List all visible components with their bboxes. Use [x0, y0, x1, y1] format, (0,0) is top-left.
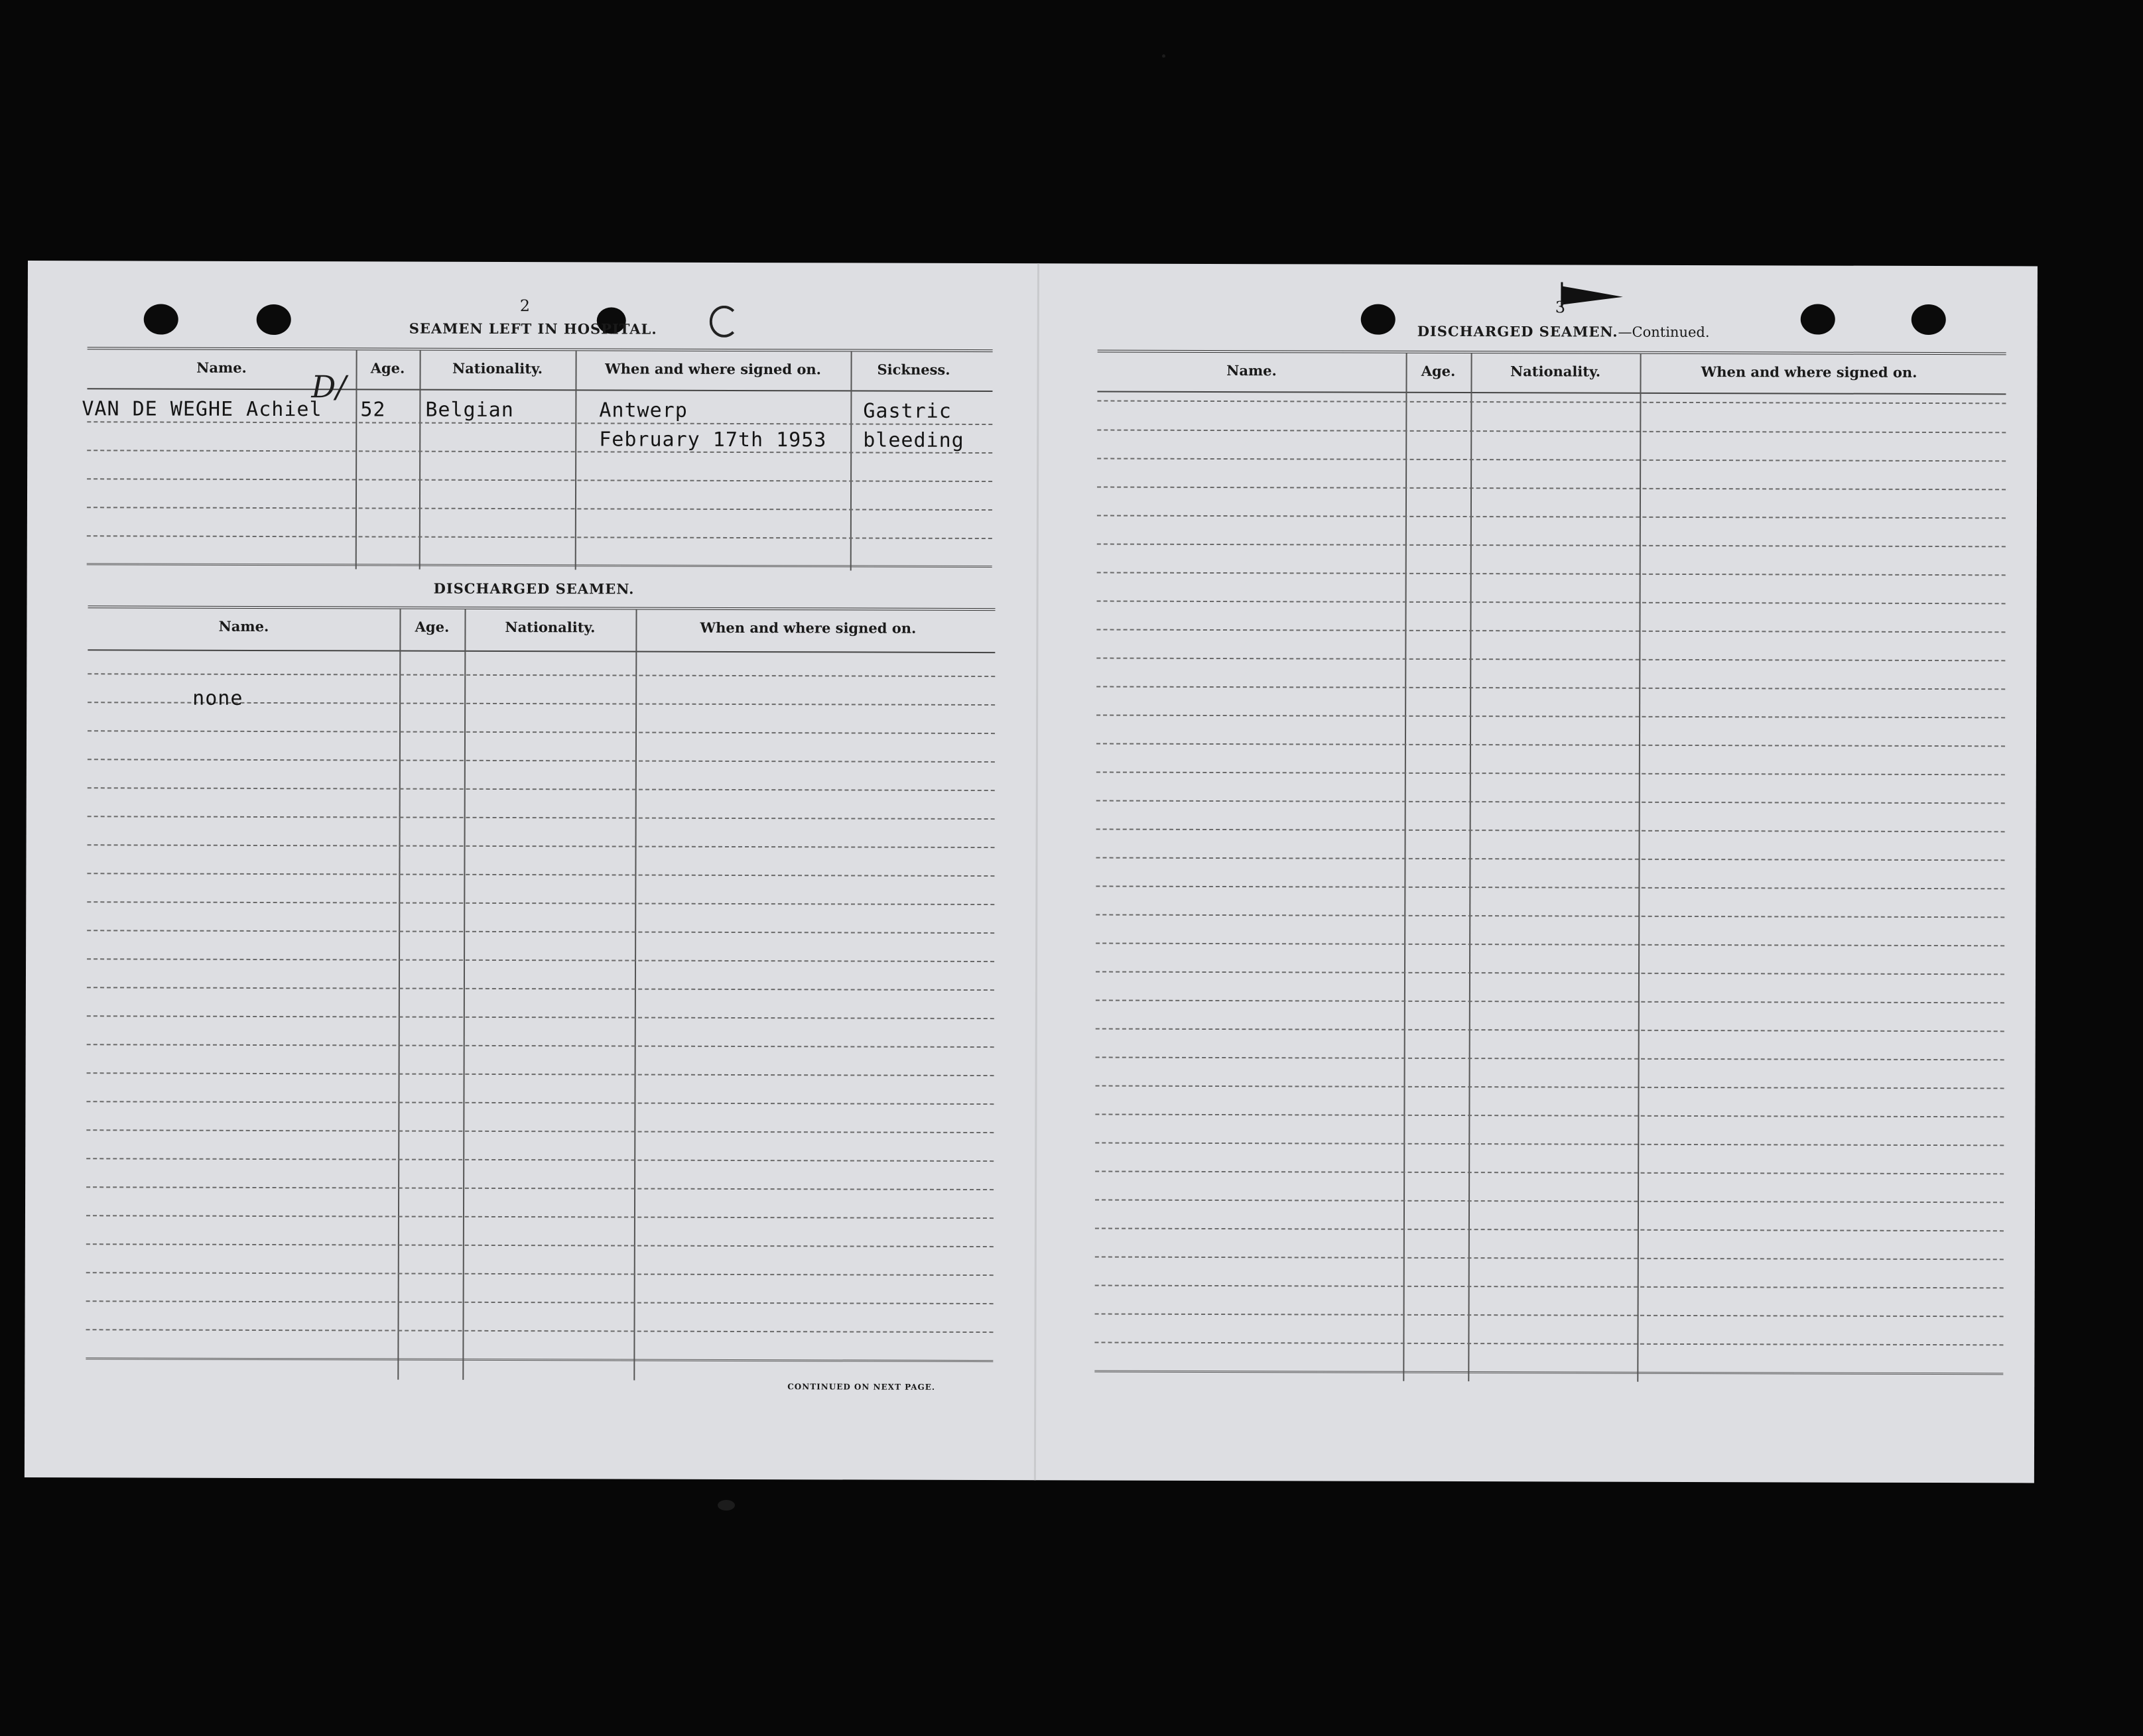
column-header-name: Name.: [196, 359, 247, 376]
entry-line: [87, 421, 992, 425]
column-divider: [633, 610, 637, 1381]
table-bottom-rule: [1094, 1370, 2003, 1375]
column-header-age: Age.: [415, 618, 450, 635]
handwritten-annotation: D/: [311, 369, 346, 405]
register-sheet: [25, 261, 2038, 1483]
entry-line: [1096, 829, 2005, 833]
entry-line: [86, 1158, 994, 1162]
entry-line: [1096, 715, 2005, 719]
entry-line: [87, 1015, 994, 1019]
entry-line: [88, 816, 995, 820]
entry-line: [1097, 487, 2006, 491]
entry-line: [1096, 629, 2005, 633]
sickness-line-2: bleeding: [863, 428, 964, 452]
entry-line: [1095, 1199, 2004, 1203]
signed-on-place: Antwerp: [599, 399, 688, 422]
entry-line: [86, 1129, 994, 1133]
entry-line: [1096, 686, 2005, 690]
entry-line: [1097, 401, 2006, 404]
column-header-age: Age.: [1421, 362, 1456, 380]
column-header-name: Name.: [1226, 362, 1277, 379]
entry-line: [1096, 800, 2005, 804]
continued-footer: CONTINUED ON NEXT PAGE.: [787, 1382, 936, 1392]
seaman-name: VAN DE WEGHE Achiel: [82, 397, 322, 422]
entry-line: [87, 873, 994, 877]
entry-line: [1095, 1170, 2004, 1174]
punch-hole: [257, 304, 291, 335]
entry-line: [86, 1300, 994, 1304]
entry-line: [1096, 1085, 2004, 1089]
table-bottom-rule: [86, 1357, 993, 1362]
entry-line: [87, 535, 992, 539]
column-divider: [1403, 353, 1407, 1381]
right-page: [1036, 263, 2038, 1483]
entry-line: [1096, 971, 2004, 975]
page-number: 2: [519, 296, 531, 316]
entry-line: [1096, 743, 2005, 747]
entry-line: [1096, 943, 2004, 947]
background-speck: [718, 1500, 735, 1511]
column-header-name: Name.: [218, 617, 269, 635]
entry-line: [87, 478, 992, 482]
entry-line: [88, 844, 995, 848]
entry-line: [1096, 886, 2004, 890]
discharged-table-right: [1094, 350, 2006, 1383]
entry-line: [88, 787, 995, 791]
column-header-signed-on: When and where signed on.: [1701, 363, 1917, 381]
entry-line: [88, 730, 995, 734]
entry-line: [86, 1215, 994, 1219]
entry-line: [1095, 1256, 2004, 1260]
entry-line: [88, 759, 995, 763]
entry-line: [86, 1101, 994, 1105]
table-bottom-rule: [87, 563, 992, 568]
entry-line: [1097, 601, 2006, 605]
entry-line: [87, 1072, 994, 1076]
c-stamp-mark: [710, 306, 739, 338]
entry-line: [87, 450, 992, 454]
signed-on-date: February 17th 1953: [599, 428, 827, 452]
entry-line: [86, 1329, 993, 1333]
section-title-text: DISCHARGED SEAMEN.: [1417, 322, 1618, 340]
column-header-age: Age.: [370, 359, 405, 377]
column-divider: [1468, 353, 1472, 1381]
entry-line: [87, 958, 994, 962]
discharged-section-title: DISCHARGED SEAMEN.: [433, 580, 635, 597]
entry-line: [87, 901, 994, 905]
entry-line: [86, 1186, 994, 1190]
entry-line: [1096, 857, 2004, 861]
entry-line: [1097, 430, 2006, 434]
discharged-continued-title: [1417, 323, 1710, 340]
entry-line: [1097, 544, 2006, 548]
column-divider: [397, 609, 401, 1380]
entry-line: [87, 1044, 994, 1048]
section-title-suffix: —Continued.: [1618, 324, 1710, 341]
entry-line: [87, 507, 992, 511]
entry-line: [1095, 1313, 2004, 1317]
punch-hole: [144, 304, 178, 334]
entry-line: [1095, 1227, 2004, 1231]
pennant-mark: [1557, 279, 1630, 312]
discharged-entry-text: none: [192, 686, 243, 710]
entry-line: [86, 1243, 994, 1247]
discharged-table-left: [86, 605, 995, 1381]
column-header-sickness: Sickness.: [877, 361, 950, 378]
entry-line: [1097, 572, 2006, 576]
column-header-nationality: Nationality.: [1510, 363, 1601, 380]
column-divider: [1637, 354, 1641, 1382]
discharged-table-header: [1097, 353, 2006, 395]
entry-line: [87, 987, 994, 991]
entry-line: [88, 673, 995, 677]
entry-line: [1096, 1000, 2004, 1004]
entry-line: [1096, 1056, 2004, 1060]
punch-hole: [1361, 304, 1396, 335]
column-header-nationality: Nationality.: [452, 359, 543, 377]
seaman-age: 52: [360, 398, 386, 422]
entry-line: [1096, 1028, 2004, 1032]
column-header-nationality: Nationality.: [505, 619, 596, 636]
entry-line: [1097, 458, 2006, 462]
entry-line: [1095, 1113, 2004, 1117]
entry-line: [1096, 772, 2005, 776]
page-number: 3: [1555, 298, 1566, 317]
entry-line: [1097, 515, 2006, 519]
seaman-nationality: Belgian: [425, 398, 514, 422]
entry-line: [87, 930, 994, 934]
column-header-signed-on: When and where signed on.: [605, 360, 821, 378]
punch-hole: [1801, 304, 1835, 334]
sickness-line-1: Gastric: [863, 399, 952, 423]
discharged-table-header: [88, 608, 995, 653]
hospital-table-header: [87, 349, 992, 392]
column-header-signed-on: When and where signed on.: [700, 619, 917, 637]
punch-hole: [1912, 304, 1946, 335]
entry-line: [1095, 1284, 2004, 1288]
hospital-section-title: SEAMEN LEFT IN HOSPITAL.: [409, 320, 657, 338]
entry-line: [1096, 658, 2005, 662]
column-divider: [462, 609, 466, 1380]
left-page: [25, 261, 1037, 1480]
hospital-table: [82, 347, 993, 571]
entry-line: [1096, 914, 2004, 918]
entry-line: [86, 1272, 994, 1276]
background-speck: [1162, 54, 1165, 58]
entry-line: [1095, 1142, 2004, 1146]
entry-line: [1094, 1341, 2003, 1345]
